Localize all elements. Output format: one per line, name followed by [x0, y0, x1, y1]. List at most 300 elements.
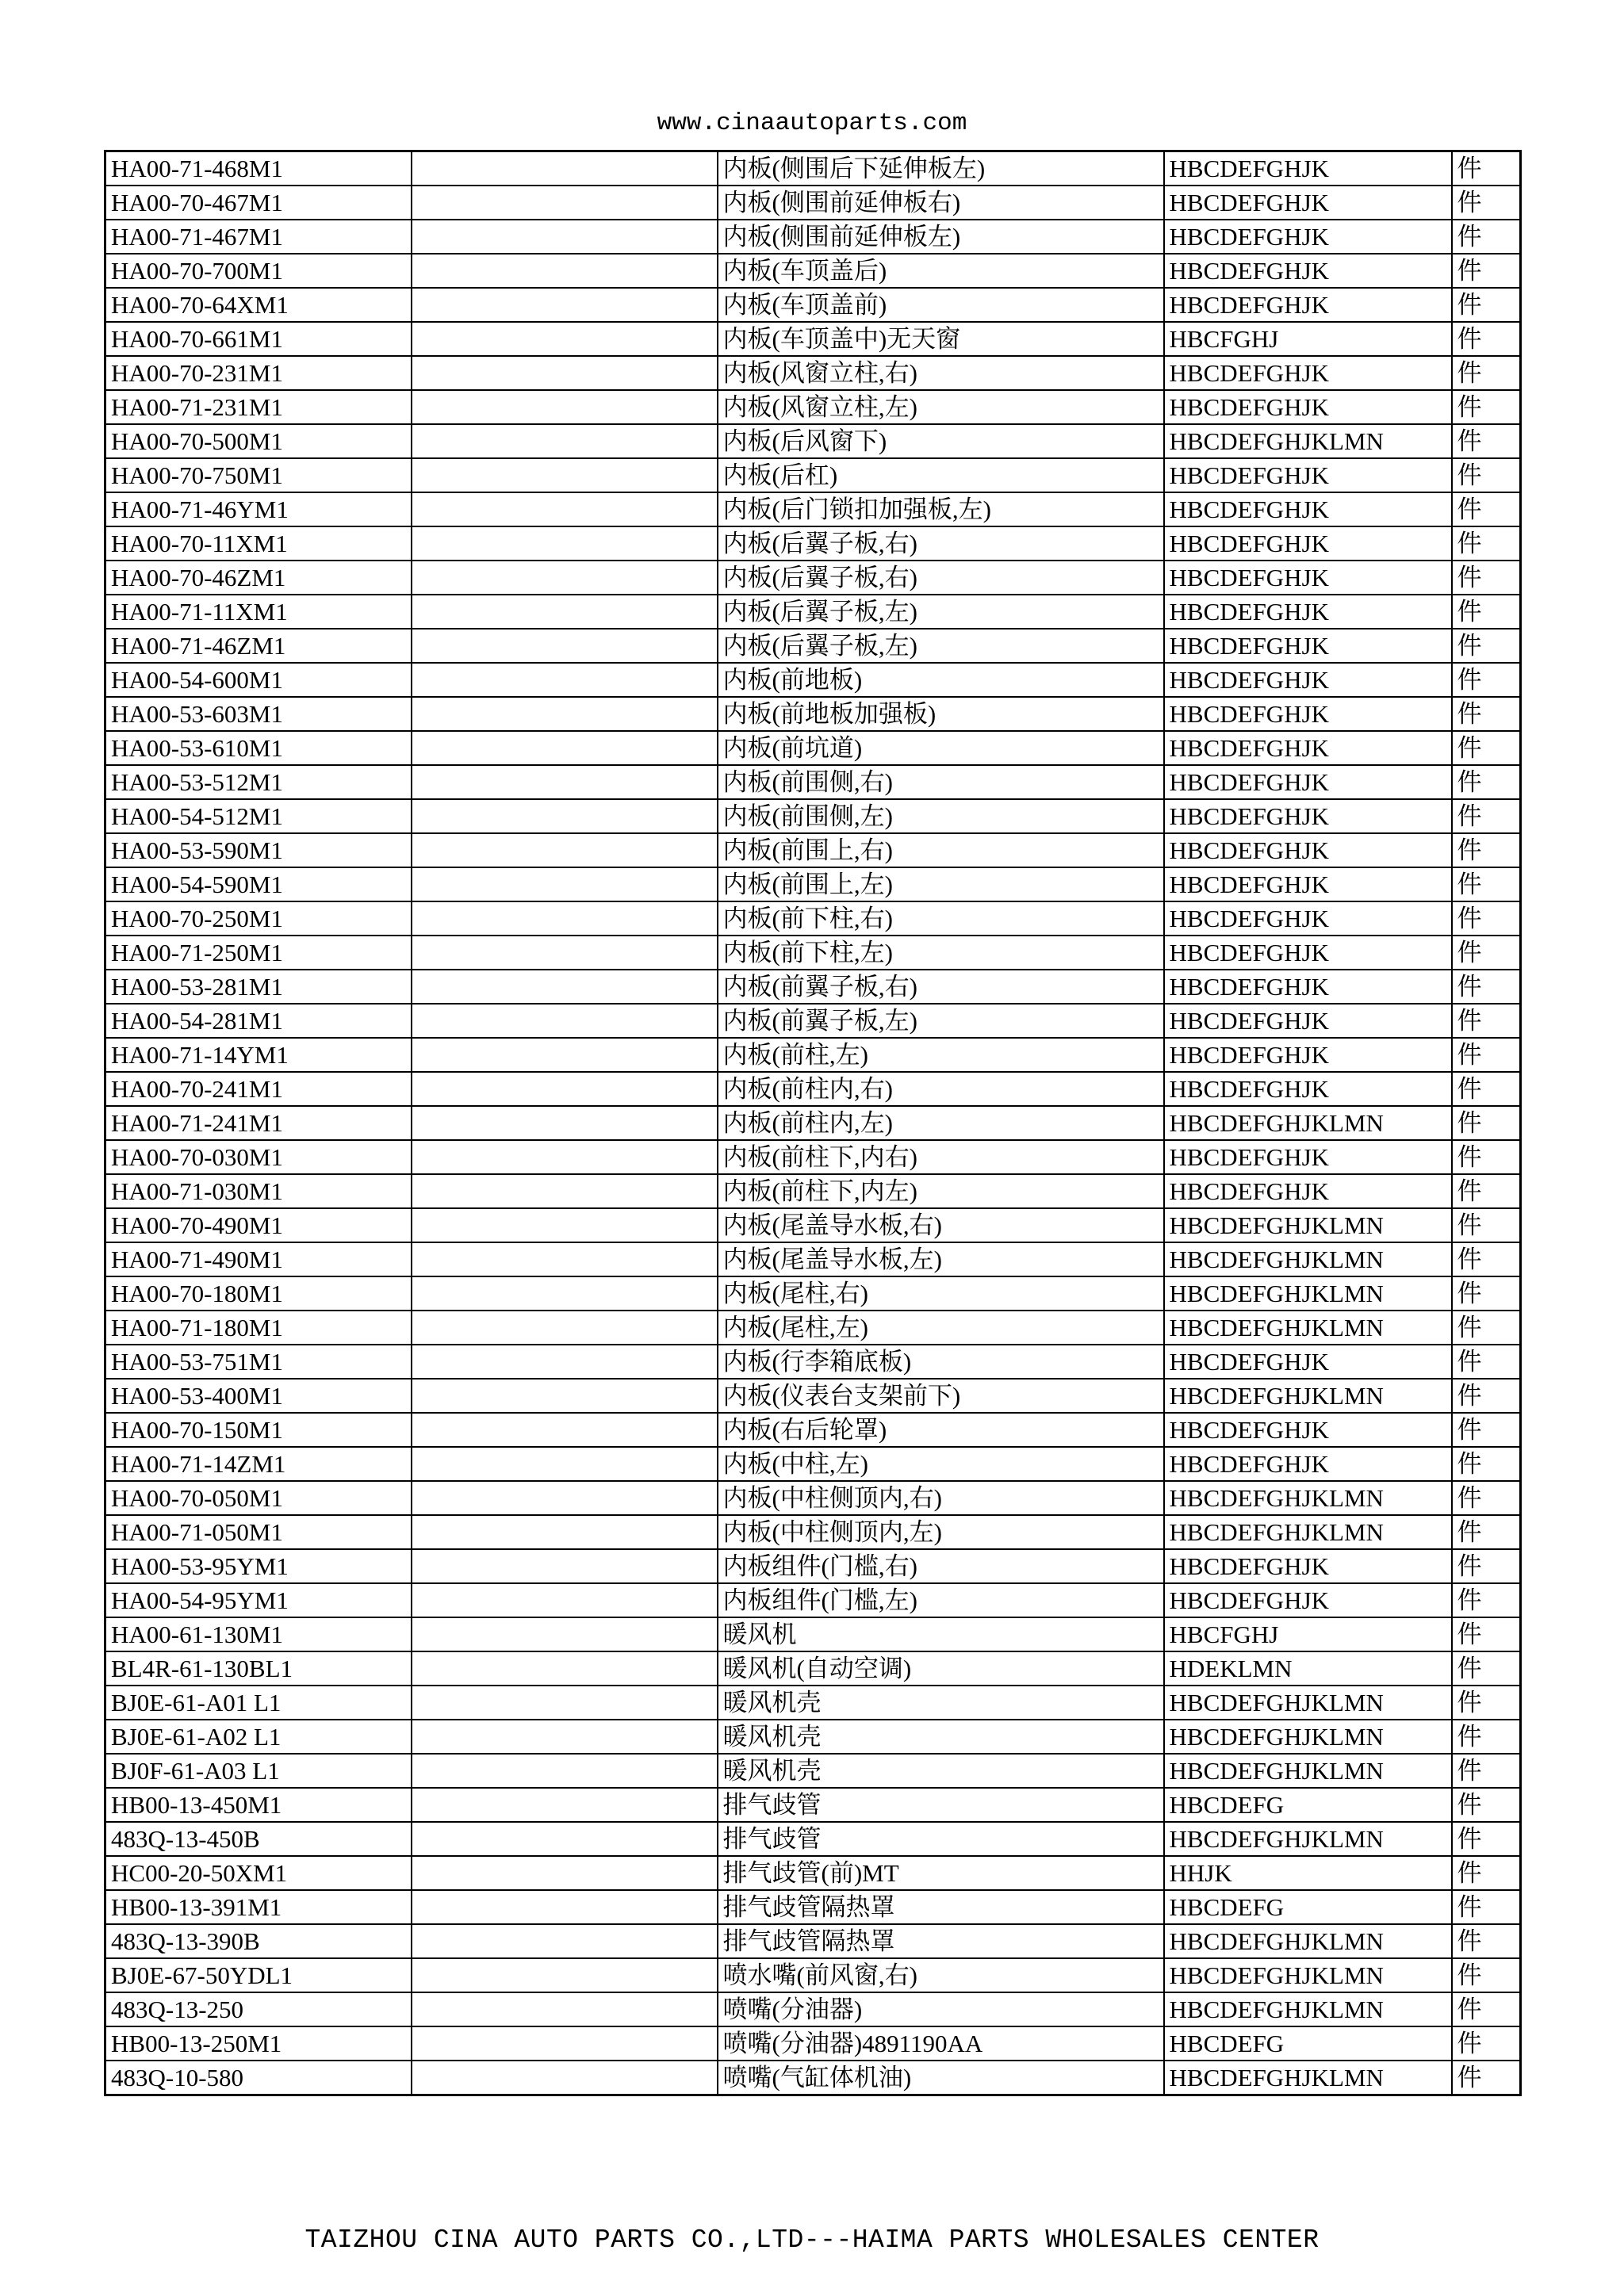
table-row: [105, 1549, 1521, 1583]
part-number-cell: HA00-54-281M1: [105, 1004, 412, 1038]
part-name-cell: 内板(车顶盖后): [718, 254, 1164, 288]
unit-cell: 件: [1452, 1822, 1521, 1856]
model-codes-cell: HBCDEFGHJK: [1164, 1004, 1452, 1038]
unit-cell: 件: [1452, 970, 1521, 1004]
table-row: [105, 561, 1521, 595]
unit-cell: 件: [1452, 458, 1521, 492]
part-name-cell: 内板(侧围前延伸板左): [718, 220, 1164, 254]
table-row: [105, 1345, 1521, 1379]
blank-cell: [412, 1276, 718, 1311]
unit-cell: 件: [1452, 1311, 1521, 1345]
part-name-cell: 内板(尾柱,左): [718, 1311, 1164, 1345]
part-name-cell: 内板(前翼子板,左): [718, 1004, 1164, 1038]
table-row: [105, 1890, 1521, 1924]
unit-cell: 件: [1452, 629, 1521, 663]
table-row: [105, 901, 1521, 936]
model-codes-cell: HBCDEFGHJK: [1164, 1583, 1452, 1617]
part-name-cell: 内板(行李箱底板): [718, 1345, 1164, 1379]
part-name-cell: 内板(前围上,右): [718, 833, 1164, 867]
table-row: [105, 1447, 1521, 1481]
model-codes-cell: HBCDEFGHJK: [1164, 526, 1452, 561]
table-row: [105, 424, 1521, 458]
table-row: [105, 1788, 1521, 1822]
part-name-cell: 内板(风窗立柱,右): [718, 356, 1164, 390]
part-name-cell: 暖风机壳: [718, 1686, 1164, 1720]
blank-cell: [412, 1583, 718, 1617]
model-codes-cell: HBCDEFGHJK: [1164, 492, 1452, 526]
table-row: [105, 151, 1521, 186]
blank-cell: [412, 1890, 718, 1924]
model-codes-cell: HBCDEFGHJK: [1164, 220, 1452, 254]
unit-cell: 件: [1452, 2026, 1521, 2061]
unit-cell: 件: [1452, 1651, 1521, 1686]
table-row: [105, 1208, 1521, 1242]
model-codes-cell: HBCDEFGHJKLMN: [1164, 1992, 1452, 2026]
part-number-cell: HA00-70-500M1: [105, 424, 412, 458]
table-row: [105, 526, 1521, 561]
part-number-cell: HA00-70-030M1: [105, 1140, 412, 1174]
table-row: [105, 970, 1521, 1004]
unit-cell: 件: [1452, 1583, 1521, 1617]
blank-cell: [412, 1617, 718, 1651]
model-codes-cell: HBCDEFGHJK: [1164, 833, 1452, 867]
part-name-cell: 内板(尾盖导水板,右): [718, 1208, 1164, 1242]
blank-cell: [412, 1992, 718, 2026]
blank-cell: [412, 1140, 718, 1174]
blank-cell: [412, 356, 718, 390]
part-number-cell: HA00-53-512M1: [105, 765, 412, 799]
model-codes-cell: HBCDEFGHJKLMN: [1164, 1481, 1452, 1515]
unit-cell: 件: [1452, 697, 1521, 731]
part-number-cell: HA00-54-600M1: [105, 663, 412, 697]
blank-cell: [412, 970, 718, 1004]
part-name-cell: 暖风机壳: [718, 1754, 1164, 1788]
parts-table-body: [105, 151, 1521, 2095]
part-name-cell: 内板组件(门槛,左): [718, 1583, 1164, 1617]
unit-cell: 件: [1452, 492, 1521, 526]
table-row: [105, 1379, 1521, 1413]
table-row: [105, 936, 1521, 970]
unit-cell: 件: [1452, 936, 1521, 970]
part-name-cell: 内板(后风窗下): [718, 424, 1164, 458]
blank-cell: [412, 1788, 718, 1822]
blank-cell: [412, 1345, 718, 1379]
model-codes-cell: HBCDEFGHJK: [1164, 1447, 1452, 1481]
part-number-cell: HA00-53-610M1: [105, 731, 412, 765]
blank-cell: [412, 1856, 718, 1890]
unit-cell: 件: [1452, 186, 1521, 220]
model-codes-cell: HBCDEFGHJK: [1164, 561, 1452, 595]
model-codes-cell: HBCDEFGHJK: [1164, 356, 1452, 390]
part-number-cell: HA00-70-180M1: [105, 1276, 412, 1311]
part-name-cell: 内板(后杠): [718, 458, 1164, 492]
table-row: [105, 697, 1521, 731]
table-row: [105, 254, 1521, 288]
part-number-cell: HA00-71-231M1: [105, 390, 412, 424]
part-number-cell: HA00-53-281M1: [105, 970, 412, 1004]
model-codes-cell: HBCDEFGHJK: [1164, 1140, 1452, 1174]
part-name-cell: 排气歧管隔热罩: [718, 1890, 1164, 1924]
blank-cell: [412, 765, 718, 799]
blank-cell: [412, 936, 718, 970]
table-row: [105, 765, 1521, 799]
model-codes-cell: HBCDEFGHJKLMN: [1164, 1208, 1452, 1242]
blank-cell: [412, 2026, 718, 2061]
part-number-cell: HA00-71-11XM1: [105, 595, 412, 629]
model-codes-cell: HBCFGHJ: [1164, 1617, 1452, 1651]
blank-cell: [412, 1072, 718, 1106]
blank-cell: [412, 458, 718, 492]
part-number-cell: HA00-71-46YM1: [105, 492, 412, 526]
part-name-cell: 内板(尾盖导水板,左): [718, 1242, 1164, 1276]
part-number-cell: BJ0E-61-A01 L1: [105, 1686, 412, 1720]
blank-cell: [412, 629, 718, 663]
part-name-cell: 排气歧管(前)MT: [718, 1856, 1164, 1890]
unit-cell: 件: [1452, 1140, 1521, 1174]
part-name-cell: 内板(前围上,左): [718, 867, 1164, 901]
blank-cell: [412, 867, 718, 901]
part-number-cell: BJ0E-61-A02 L1: [105, 1720, 412, 1754]
part-number-cell: HB00-13-250M1: [105, 2026, 412, 2061]
part-number-cell: HA00-71-46ZM1: [105, 629, 412, 663]
model-codes-cell: HBCDEFGHJKLMN: [1164, 1106, 1452, 1140]
unit-cell: 件: [1452, 1208, 1521, 1242]
blank-cell: [412, 526, 718, 561]
blank-cell: [412, 1481, 718, 1515]
table-row: [105, 1924, 1521, 1958]
model-codes-cell: HBCDEFGHJK: [1164, 936, 1452, 970]
table-row: [105, 1038, 1521, 1072]
unit-cell: 件: [1452, 1617, 1521, 1651]
part-name-cell: 内板(前下柱,左): [718, 936, 1164, 970]
part-number-cell: HA00-70-750M1: [105, 458, 412, 492]
part-name-cell: 内板(风窗立柱,左): [718, 390, 1164, 424]
unit-cell: 件: [1452, 1856, 1521, 1890]
model-codes-cell: HBCDEFGHJK: [1164, 288, 1452, 322]
part-number-cell: HA00-70-11XM1: [105, 526, 412, 561]
table-row: [105, 1754, 1521, 1788]
company-footer: TAIZHOU CINA AUTO PARTS CO.,LTD---HAIMA PARTS WHOLESALES CENTER: [304, 2225, 1320, 2255]
part-name-cell: 内板(前柱,左): [718, 1038, 1164, 1072]
unit-cell: 件: [1452, 1754, 1521, 1788]
blank-cell: [412, 1004, 718, 1038]
part-name-cell: 内板(后翼子板,右): [718, 561, 1164, 595]
unit-cell: 件: [1452, 1686, 1521, 1720]
part-name-cell: 内板(前柱内,右): [718, 1072, 1164, 1106]
part-number-cell: HA00-53-603M1: [105, 697, 412, 731]
table-row: [105, 1651, 1521, 1686]
part-name-cell: 内板(前地板): [718, 663, 1164, 697]
table-row: [105, 1174, 1521, 1208]
parts-table: [104, 150, 1522, 2096]
part-number-cell: HA00-54-590M1: [105, 867, 412, 901]
table-row: [105, 186, 1521, 220]
unit-cell: 件: [1452, 1924, 1521, 1958]
table-row: [105, 595, 1521, 629]
part-number-cell: BJ0F-61-A03 L1: [105, 1754, 412, 1788]
table-row: [105, 799, 1521, 833]
part-name-cell: 内板(后翼子板,左): [718, 629, 1164, 663]
part-number-cell: HA00-71-490M1: [105, 1242, 412, 1276]
unit-cell: 件: [1452, 1788, 1521, 1822]
part-name-cell: 排气歧管: [718, 1788, 1164, 1822]
part-name-cell: 内板(侧围前延伸板右): [718, 186, 1164, 220]
model-codes-cell: HHJK: [1164, 1856, 1452, 1890]
unit-cell: 件: [1452, 731, 1521, 765]
unit-cell: 件: [1452, 322, 1521, 356]
blank-cell: [412, 799, 718, 833]
table-row: [105, 1072, 1521, 1106]
part-number-cell: BL4R-61-130BL1: [105, 1651, 412, 1686]
table-row: [105, 220, 1521, 254]
unit-cell: 件: [1452, 424, 1521, 458]
model-codes-cell: HBCDEFGHJKLMN: [1164, 1686, 1452, 1720]
part-name-cell: 喷嘴(气缸体机油): [718, 2061, 1164, 2095]
table-row: [105, 1481, 1521, 1515]
part-number-cell: HA00-70-241M1: [105, 1072, 412, 1106]
unit-cell: 件: [1452, 356, 1521, 390]
part-name-cell: 内板(前坑道): [718, 731, 1164, 765]
blank-cell: [412, 1924, 718, 1958]
blank-cell: [412, 1651, 718, 1686]
blank-cell: [412, 390, 718, 424]
model-codes-cell: HBCDEFGHJKLMN: [1164, 1515, 1452, 1549]
blank-cell: [412, 1379, 718, 1413]
blank-cell: [412, 322, 718, 356]
blank-cell: [412, 186, 718, 220]
model-codes-cell: HBCDEFGHJK: [1164, 731, 1452, 765]
model-codes-cell: HBCDEFGHJK: [1164, 901, 1452, 936]
model-codes-cell: HBCDEFGHJK: [1164, 970, 1452, 1004]
blank-cell: [412, 220, 718, 254]
part-name-cell: 暖风机: [718, 1617, 1164, 1651]
unit-cell: 件: [1452, 2061, 1521, 2095]
unit-cell: 件: [1452, 1890, 1521, 1924]
part-name-cell: 内板(前柱下,内左): [718, 1174, 1164, 1208]
model-codes-cell: HBCDEFGHJKLMN: [1164, 1242, 1452, 1276]
part-name-cell: 内板(前围侧,左): [718, 799, 1164, 833]
unit-cell: 件: [1452, 1379, 1521, 1413]
part-number-cell: 483Q-13-390B: [105, 1924, 412, 1958]
model-codes-cell: HBCDEFGHJKLMN: [1164, 1754, 1452, 1788]
model-codes-cell: HDEKLMN: [1164, 1651, 1452, 1686]
part-number-cell: HA00-71-467M1: [105, 220, 412, 254]
unit-cell: 件: [1452, 151, 1521, 186]
unit-cell: 件: [1452, 1345, 1521, 1379]
part-number-cell: HA00-70-46ZM1: [105, 561, 412, 595]
part-number-cell: HA00-70-467M1: [105, 186, 412, 220]
table-row: [105, 492, 1521, 526]
model-codes-cell: HBCDEFGHJK: [1164, 629, 1452, 663]
model-codes-cell: HBCDEFGHJKLMN: [1164, 1311, 1452, 1345]
blank-cell: [412, 1208, 718, 1242]
part-name-cell: 内板(前下柱,右): [718, 901, 1164, 936]
part-number-cell: HA00-71-14ZM1: [105, 1447, 412, 1481]
blank-cell: [412, 1549, 718, 1583]
part-name-cell: 内板(前围侧,右): [718, 765, 1164, 799]
model-codes-cell: HBCFGHJ: [1164, 322, 1452, 356]
blank-cell: [412, 731, 718, 765]
part-number-cell: HA00-70-700M1: [105, 254, 412, 288]
blank-cell: [412, 1447, 718, 1481]
part-number-cell: HB00-13-450M1: [105, 1788, 412, 1822]
part-number-cell: HA00-71-180M1: [105, 1311, 412, 1345]
part-number-cell: 483Q-10-580: [105, 2061, 412, 2095]
unit-cell: 件: [1452, 1481, 1521, 1515]
blank-cell: [412, 697, 718, 731]
table-row: [105, 390, 1521, 424]
part-name-cell: 内板(右后轮罩): [718, 1413, 1164, 1447]
part-name-cell: 内板(后门锁扣加强板,左): [718, 492, 1164, 526]
model-codes-cell: HBCDEFGHJK: [1164, 1072, 1452, 1106]
part-name-cell: 排气歧管隔热罩: [718, 1924, 1164, 1958]
blank-cell: [412, 492, 718, 526]
unit-cell: 件: [1452, 799, 1521, 833]
part-number-cell: HA00-53-590M1: [105, 833, 412, 867]
part-name-cell: 内板(后翼子板,右): [718, 526, 1164, 561]
part-number-cell: HA00-70-490M1: [105, 1208, 412, 1242]
blank-cell: [412, 901, 718, 936]
part-name-cell: 排气歧管: [718, 1822, 1164, 1856]
blank-cell: [412, 1242, 718, 1276]
blank-cell: [412, 1038, 718, 1072]
blank-cell: [412, 1311, 718, 1345]
model-codes-cell: HBCDEFGHJKLMN: [1164, 1276, 1452, 1311]
part-name-cell: 喷水嘴(前风窗,右): [718, 1958, 1164, 1992]
table-row: [105, 2026, 1521, 2061]
blank-cell: [412, 2061, 718, 2095]
part-name-cell: 内板(中柱侧顶内,左): [718, 1515, 1164, 1549]
model-codes-cell: HBCDEFG: [1164, 2026, 1452, 2061]
part-name-cell: 暖风机(自动空调): [718, 1651, 1164, 1686]
part-number-cell: HA00-71-250M1: [105, 936, 412, 970]
table-row: [105, 1617, 1521, 1651]
part-number-cell: HA00-70-231M1: [105, 356, 412, 390]
model-codes-cell: HBCDEFGHJK: [1164, 1413, 1452, 1447]
table-row: [105, 1413, 1521, 1447]
part-number-cell: HA00-71-241M1: [105, 1106, 412, 1140]
model-codes-cell: HBCDEFGHJK: [1164, 765, 1452, 799]
unit-cell: 件: [1452, 1004, 1521, 1038]
unit-cell: 件: [1452, 1992, 1521, 2026]
table-row: [105, 356, 1521, 390]
part-number-cell: HA00-54-512M1: [105, 799, 412, 833]
model-codes-cell: HBCDEFGHJK: [1164, 151, 1452, 186]
part-name-cell: 内板(车顶盖前): [718, 288, 1164, 322]
table-row: [105, 288, 1521, 322]
part-number-cell: HA00-54-95YM1: [105, 1583, 412, 1617]
part-number-cell: HA00-53-751M1: [105, 1345, 412, 1379]
model-codes-cell: HBCDEFGHJK: [1164, 663, 1452, 697]
table-row: [105, 1583, 1521, 1617]
unit-cell: 件: [1452, 1447, 1521, 1481]
table-row: [105, 1276, 1521, 1311]
part-number-cell: HA00-70-150M1: [105, 1413, 412, 1447]
blank-cell: [412, 254, 718, 288]
blank-cell: [412, 561, 718, 595]
website-url-header: www.cinaautoparts.com: [657, 109, 967, 137]
table-row: [105, 2061, 1521, 2095]
model-codes-cell: HBCDEFGHJK: [1164, 458, 1452, 492]
unit-cell: 件: [1452, 595, 1521, 629]
part-name-cell: 暖风机壳: [718, 1720, 1164, 1754]
part-number-cell: 483Q-13-250: [105, 1992, 412, 2026]
unit-cell: 件: [1452, 1242, 1521, 1276]
part-name-cell: 内板(尾柱,右): [718, 1276, 1164, 1311]
part-name-cell: 内板(仪表台支架前下): [718, 1379, 1164, 1413]
part-name-cell: 内板(前地板加强板): [718, 697, 1164, 731]
part-number-cell: HA00-70-661M1: [105, 322, 412, 356]
model-codes-cell: HBCDEFGHJK: [1164, 390, 1452, 424]
model-codes-cell: HBCDEFGHJK: [1164, 1038, 1452, 1072]
blank-cell: [412, 1754, 718, 1788]
table-row: [105, 833, 1521, 867]
blank-cell: [412, 151, 718, 186]
blank-cell: [412, 595, 718, 629]
unit-cell: 件: [1452, 220, 1521, 254]
part-number-cell: BJ0E-67-50YDL1: [105, 1958, 412, 1992]
table-row: [105, 1686, 1521, 1720]
part-name-cell: 喷嘴(分油器)4891190AA: [718, 2026, 1164, 2061]
blank-cell: [412, 424, 718, 458]
blank-cell: [412, 288, 718, 322]
model-codes-cell: HBCDEFGHJKLMN: [1164, 1379, 1452, 1413]
model-codes-cell: HBCDEFGHJKLMN: [1164, 1720, 1452, 1754]
blank-cell: [412, 1958, 718, 1992]
part-name-cell: 内板(前柱下,内右): [718, 1140, 1164, 1174]
table-row: [105, 1958, 1521, 1992]
table-row: [105, 731, 1521, 765]
part-name-cell: 内板(前柱内,左): [718, 1106, 1164, 1140]
model-codes-cell: HBCDEFGHJKLMN: [1164, 424, 1452, 458]
table-row: [105, 1004, 1521, 1038]
part-number-cell: 483Q-13-450B: [105, 1822, 412, 1856]
unit-cell: 件: [1452, 288, 1521, 322]
part-number-cell: HA00-53-400M1: [105, 1379, 412, 1413]
table-row: [105, 663, 1521, 697]
part-number-cell: HA00-71-050M1: [105, 1515, 412, 1549]
part-number-cell: HA00-70-050M1: [105, 1481, 412, 1515]
model-codes-cell: HBCDEFGHJK: [1164, 697, 1452, 731]
unit-cell: 件: [1452, 1720, 1521, 1754]
model-codes-cell: HBCDEFGHJK: [1164, 254, 1452, 288]
part-number-cell: HC00-20-50XM1: [105, 1856, 412, 1890]
table-row: [105, 1311, 1521, 1345]
part-number-cell: HA00-53-95YM1: [105, 1549, 412, 1583]
unit-cell: 件: [1452, 561, 1521, 595]
model-codes-cell: HBCDEFGHJKLMN: [1164, 1822, 1452, 1856]
model-codes-cell: HBCDEFG: [1164, 1890, 1452, 1924]
part-name-cell: 内板(前翼子板,右): [718, 970, 1164, 1004]
unit-cell: 件: [1452, 1276, 1521, 1311]
part-name-cell: 内板(车顶盖中)无天窗: [718, 322, 1164, 356]
model-codes-cell: HBCDEFGHJK: [1164, 186, 1452, 220]
table-row: [105, 1720, 1521, 1754]
table-row: [105, 1992, 1521, 2026]
table-row: [105, 1140, 1521, 1174]
part-name-cell: 内板组件(门槛,右): [718, 1549, 1164, 1583]
table-row: [105, 322, 1521, 356]
model-codes-cell: HBCDEFGHJK: [1164, 1549, 1452, 1583]
table-row: [105, 1106, 1521, 1140]
part-number-cell: HA00-71-468M1: [105, 151, 412, 186]
part-number-cell: HA00-71-14YM1: [105, 1038, 412, 1072]
unit-cell: 件: [1452, 867, 1521, 901]
unit-cell: 件: [1452, 1958, 1521, 1992]
unit-cell: 件: [1452, 390, 1521, 424]
unit-cell: 件: [1452, 1549, 1521, 1583]
model-codes-cell: HBCDEFGHJK: [1164, 799, 1452, 833]
